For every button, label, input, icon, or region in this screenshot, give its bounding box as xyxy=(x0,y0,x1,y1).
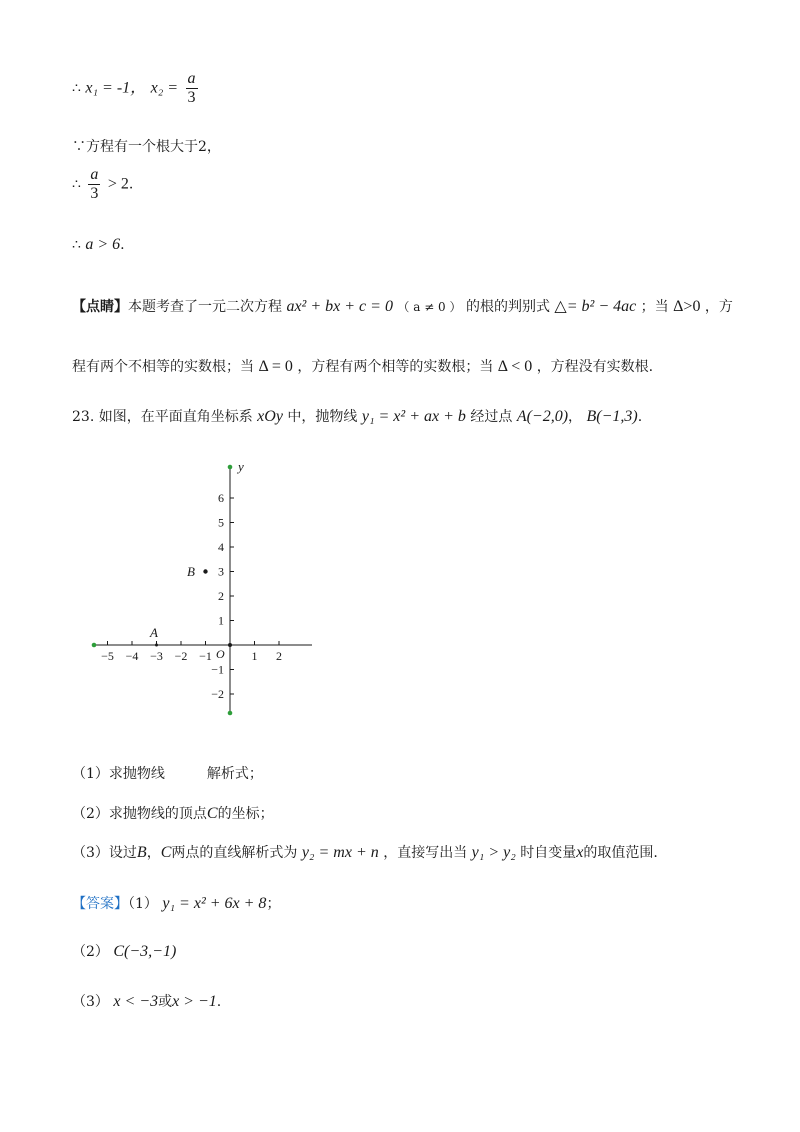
therefore-symbol: ∴ xyxy=(72,80,81,97)
answer-3: （3） x < −3或x > −1. xyxy=(72,993,222,1010)
point-b-label: B xyxy=(187,564,195,579)
root-x2-lhs: x₂ = xyxy=(150,79,179,97)
x-tick-label: −4 xyxy=(125,649,139,663)
question-part-1: （1）求抛物线 解析式； xyxy=(72,766,263,782)
point-a xyxy=(155,644,158,647)
answer-1: 【答案】（1） y₁ = x² + 6x + 8； xyxy=(72,895,281,912)
question-part-2: （2）求抛物线的顶点C的坐标； xyxy=(72,805,274,822)
point-b xyxy=(203,569,207,573)
point-a-label: A xyxy=(150,625,158,640)
y-tick-marks xyxy=(230,498,234,694)
coordinate-plane xyxy=(80,455,320,720)
coordinate-figure xyxy=(80,455,320,724)
parabola-equation: y₁ = x² + ax + b xyxy=(361,408,466,425)
y-tick-label: 6 xyxy=(218,491,224,505)
answer-1-equation: y₁ = x² + 6x + 8 xyxy=(162,895,267,912)
y-tick-label: −1 xyxy=(211,662,224,677)
fraction-a-over-3: $\frac{a}{3}$ xyxy=(90,166,99,202)
point-a-coords: A(−2,0) xyxy=(516,408,569,425)
y-tick-label: 5 xyxy=(218,515,224,530)
y-tick-label: 1 xyxy=(218,613,224,628)
x-tick-label: 2 xyxy=(276,649,282,663)
inequality: y₁ > y₂ xyxy=(471,844,516,861)
root-x1: x₁ = -1， xyxy=(85,79,147,97)
origin-label: O xyxy=(216,647,225,661)
quadratic-equation: ax² + bx + c = 0 xyxy=(286,298,393,315)
y-tick-label: 3 xyxy=(218,564,224,579)
x-tick-label: −1 xyxy=(199,649,212,663)
question-23: 23. 如图，在平面直角坐标系 xOy 中，抛物线 y₁ = x² + ax + b 经过点 A(−2,0)， B(−1,3). xyxy=(72,408,643,425)
y-tick-label: 2 xyxy=(218,589,224,603)
conclusion-expr: a > 6 xyxy=(85,236,121,253)
y-axis-label: y xyxy=(238,459,244,474)
y-tick-labels xyxy=(211,491,224,701)
therefore-symbol: ∴ xyxy=(72,176,81,193)
x-axis-end-dot xyxy=(92,643,97,648)
question-part-3: （3）设过B，C两点的直线解析式为 y₂ = mx + n ，直接写出当 y₁ > y₂ 时自变量x的取值范围. xyxy=(72,844,658,861)
solution-line-1 xyxy=(72,70,201,107)
solution-line-3: ∴ $\frac{a}{3}$ > 2. xyxy=(72,166,134,202)
fraction-a-over-3: $\frac{a}{3}$ xyxy=(187,70,196,106)
line-equation: y₂ = mx + n xyxy=(301,844,379,861)
solution-line-2: ∵方程有一个根大于2， xyxy=(72,139,221,155)
y-tick-label: 4 xyxy=(218,540,224,554)
x-tick-label: 1 xyxy=(251,649,258,663)
x-tick-label: −2 xyxy=(174,649,188,663)
x-tick-labels xyxy=(101,649,282,663)
origin-point xyxy=(228,643,232,647)
y-axis-end-dot xyxy=(228,465,233,470)
point-b-coords: B(−1,3) xyxy=(586,408,638,425)
answer-2: （2） C(−3,−1) xyxy=(72,943,177,960)
therefore-symbol: ∴ xyxy=(72,237,81,253)
solution-line-4: ∴ a > 6. xyxy=(72,236,125,253)
y-tick-label: −2 xyxy=(211,687,224,701)
note-line-1: 【点睛】本题考查了一元二次方程 ax² + bx + c = 0 （ a ≠ 0 ） 的根的判别式 △= b² − 4ac ；当 Δ>0 ，方 xyxy=(72,298,733,315)
x-tick-marks xyxy=(108,641,280,645)
x-tick-label: −3 xyxy=(150,649,163,663)
answer-tag: 【答案】 xyxy=(72,896,128,912)
note-line-2: 程有两个不相等的实数根；当 Δ = 0 ，方程有两个相等的实数根；当 Δ < 0 ，方程没有实数根. xyxy=(72,358,654,375)
discriminant-expr: △= b² − 4ac xyxy=(554,298,637,315)
y-axis-bottom-dot xyxy=(228,711,233,716)
answer-2-vertex: C(−3,−1) xyxy=(113,943,177,960)
note-tag: 【点睛】 xyxy=(72,299,128,315)
x-tick-label: −5 xyxy=(101,649,114,663)
